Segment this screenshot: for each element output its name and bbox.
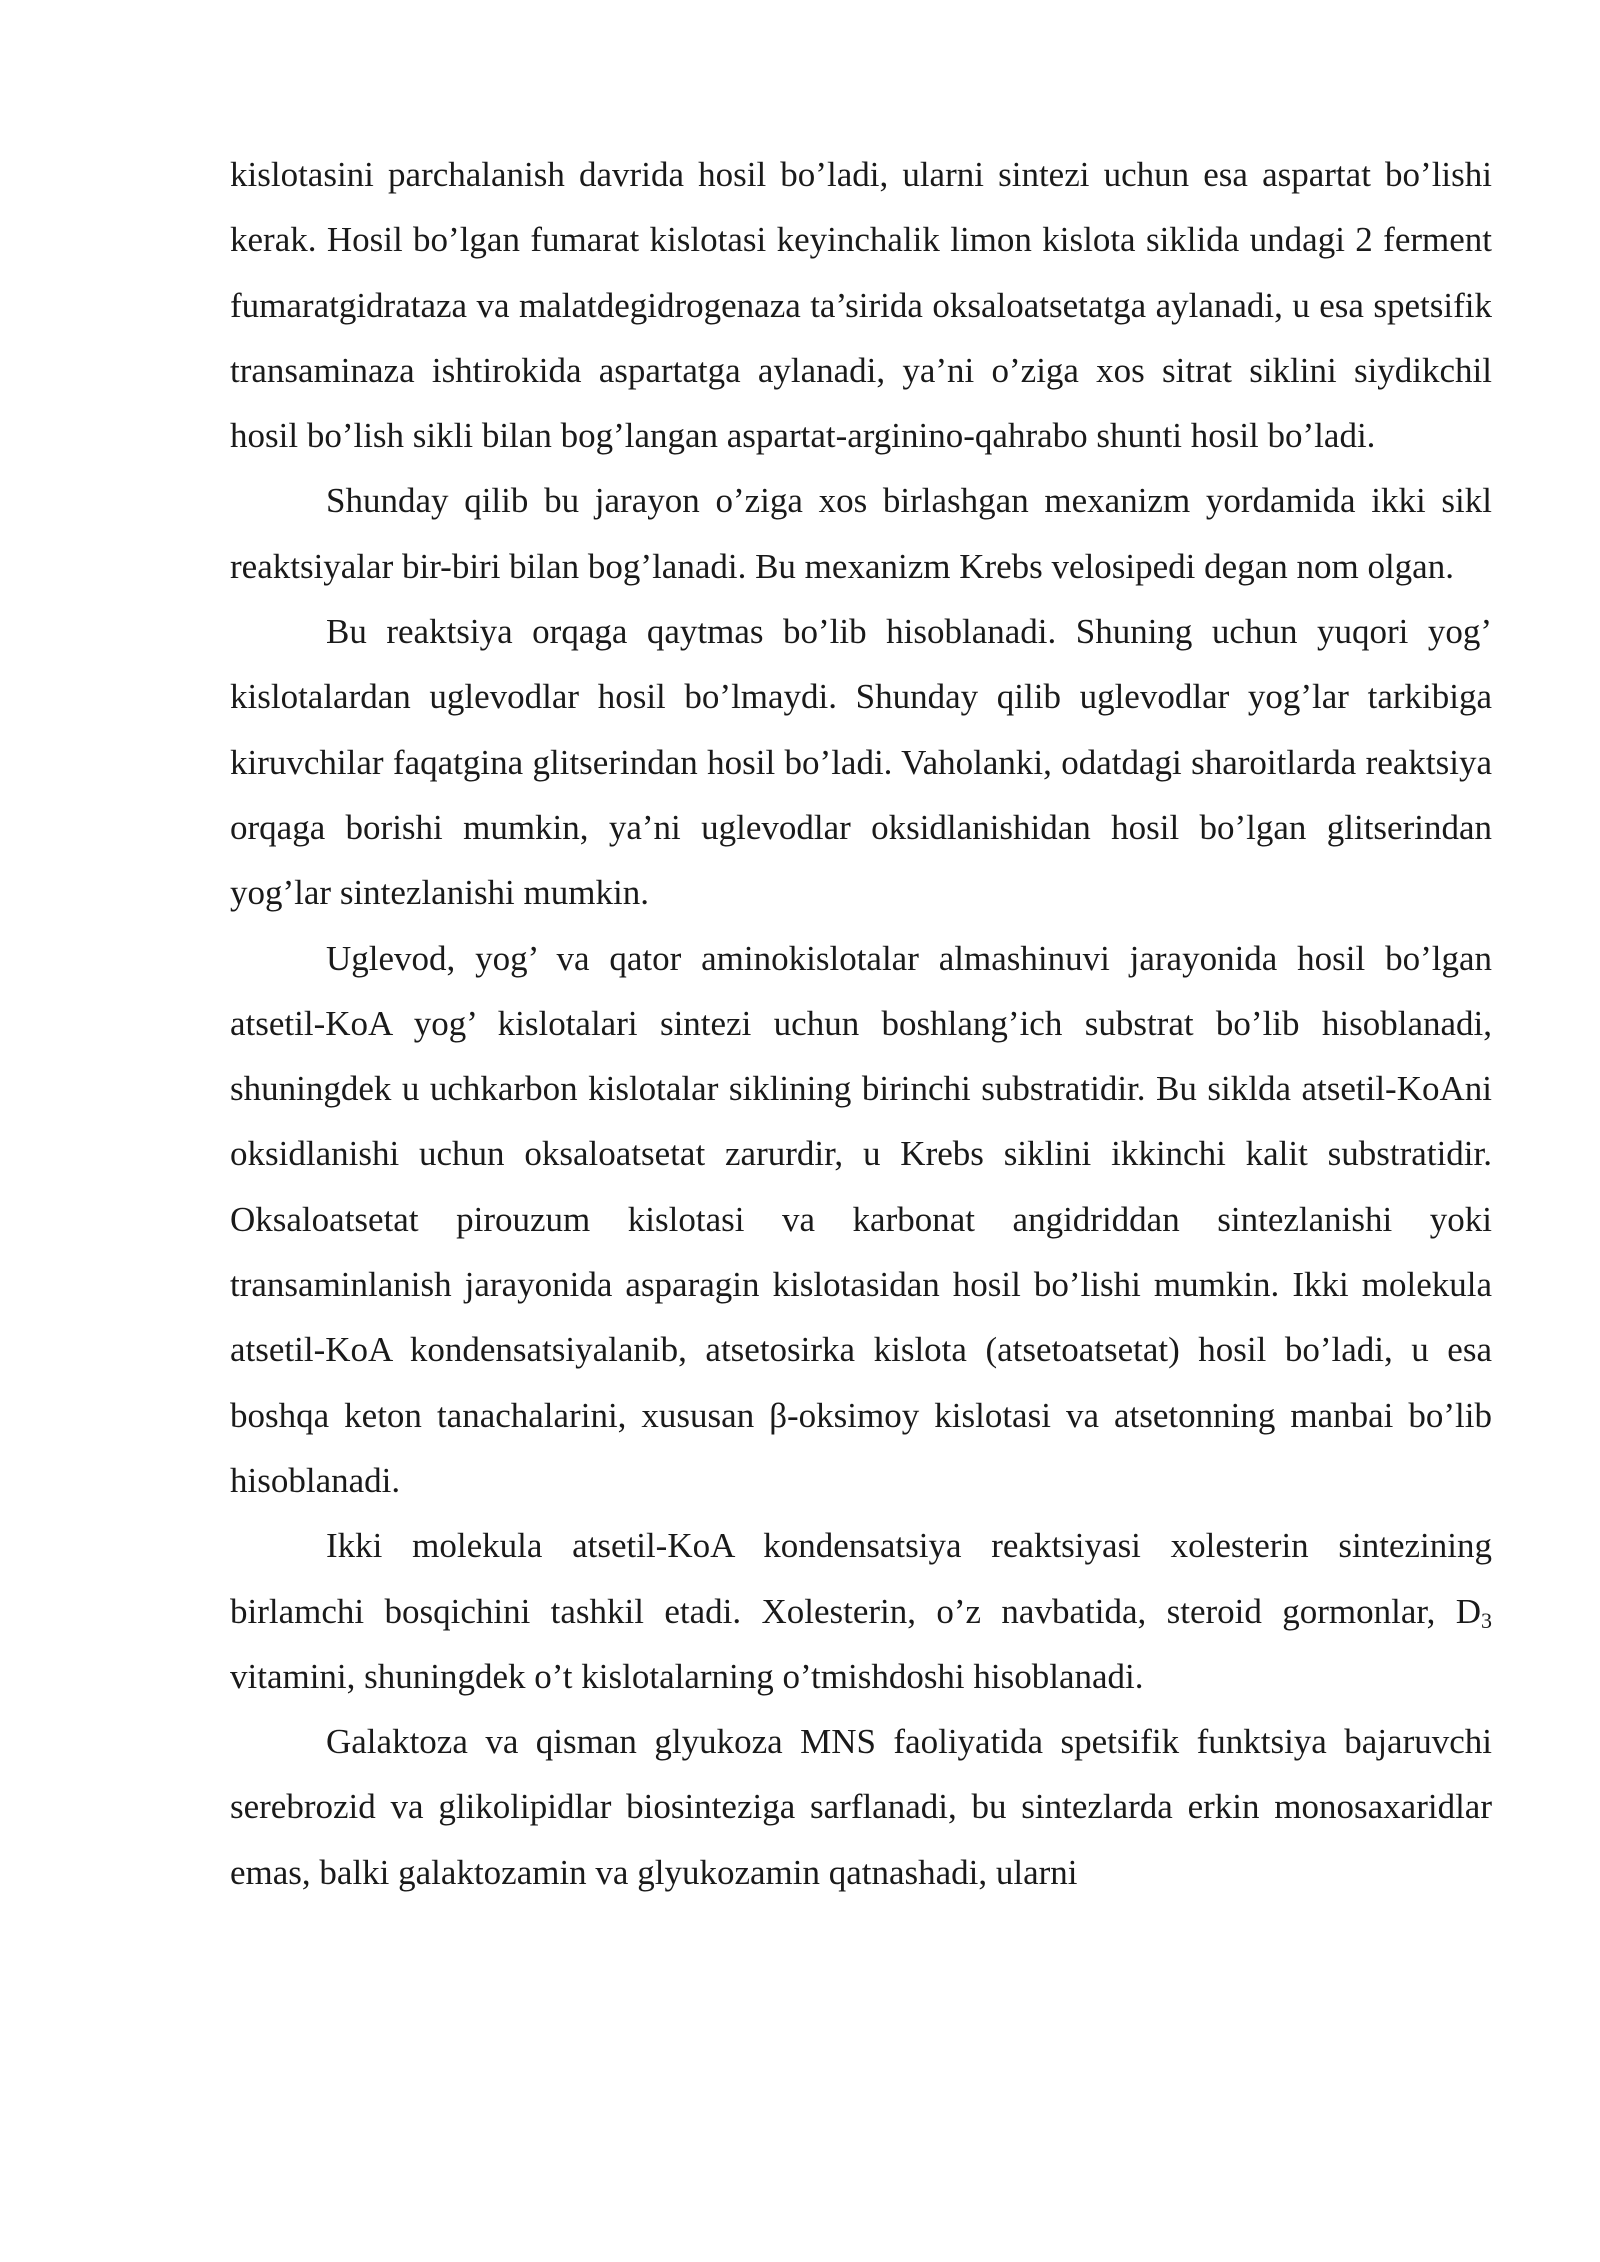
paragraph-5 <box>230 1513 1492 1709</box>
paragraph-3: Bu reaktsiya orqaga qaytmas bo’lib hisoblanadi. Shuning uchun yuqori yog’ kislotalardan uglevodlar hosil bo’lmaydi. Shunday qilib uglevodlar yog’lar tarkibiga kiruvchilar faqatgina glitserindan hosil bo’ladi. Vaholanki, odatdagi sharoitlarda reaktsiya orqaga borishi mumkin, ya’ni uglevodlar oksidlanishidan hosil bo’lgan glitserindan yog’lar sintezlanishi mumkin. <box>230 612 1492 913</box>
paragraph-2: Shunday qilib bu jarayon o’ziga xos birlashgan mexanizm yordamida ikki sikl reaktsiyalar bir-biri bilan bog’lanadi. Bu mexanizm Krebs velosipedi degan nom olgan. <box>230 481 1492 586</box>
document-page <box>230 142 1492 1905</box>
paragraph-4: Uglevod, yog’ va qator aminokislotalar almashinuvi jarayonida hosil bo’lgan atsetil-KoA yog’ kislotalari sintezi uchun boshlang’ich substrat bo’lib hisoblanadi, shuningdek u uchkarbon kislotalar siklining birinchi substratidir. Bu siklda atsetil-KoAni oksidlanishi uchun oksaloatsetat zarurdir, u Krebs siklini ikkinchi kalit substratidir. Oksaloatsetat pirouzum kislotasi va karbonat angidriddan sintezlanishi yoki transaminlanish jarayonida asparagin kislotasidan hosil bo’lishi mumkin. Ikki molekula atsetil-KoA kondensatsiyalanib, atsetosirka kislota (atsetoatsetat) hosil bo’ladi, u esa boshqa keton tanachalarini, xususan β-oksimoy kislotasi va atsetonning manbai bo’lib hisoblanadi. <box>230 938 1492 1500</box>
paragraph-5-text-after: vitamini, shuningdek o’t kislotalarning o’tmishdoshi hisoblanadi. <box>230 1656 1144 1696</box>
paragraph-5-text-before: Ikki molekula atsetil-KoA kondensatsiya reaktsiyasi xolesterin sintezining birlamchi bosqichini tashkil etadi. Xolesterin, o’z navbatida, steroid gormonlar, D <box>230 1526 1492 1631</box>
paragraph-6: Galaktoza va qisman glyukoza MNS faoliyatida spetsifik funktsiya bajaruvchi serebrozid va glikolipidlar biosinteziga sarflanadi, bu sintezlarda erkin monosaxaridlar emas, balki galaktozamin va glyukozamin qatnashadi, ularni <box>230 1722 1492 1892</box>
paragraph-1: kislotasini parchalanish davrida hosil bo’ladi, ularni sintezi uchun esa aspartat bo’lishi kerak. Hosil bo’lgan fumarat kislotasi keyinchalik limon kislota siklida undagi 2 ferment fumaratgidrataza va malatdegidrogenaza ta’sirida oksaloatsetatga aylanadi, u esa spetsifik transaminaza ishtirokida aspartatga aylanadi, ya’ni o’ziga xos sitrat siklini siydikchil hosil bo’lish sikli bilan bog’langan aspartat-arginino-qahrabo shunti hosil bo’ladi. <box>230 155 1492 456</box>
vitamin-d-subscript: 3 <box>1481 1607 1492 1633</box>
